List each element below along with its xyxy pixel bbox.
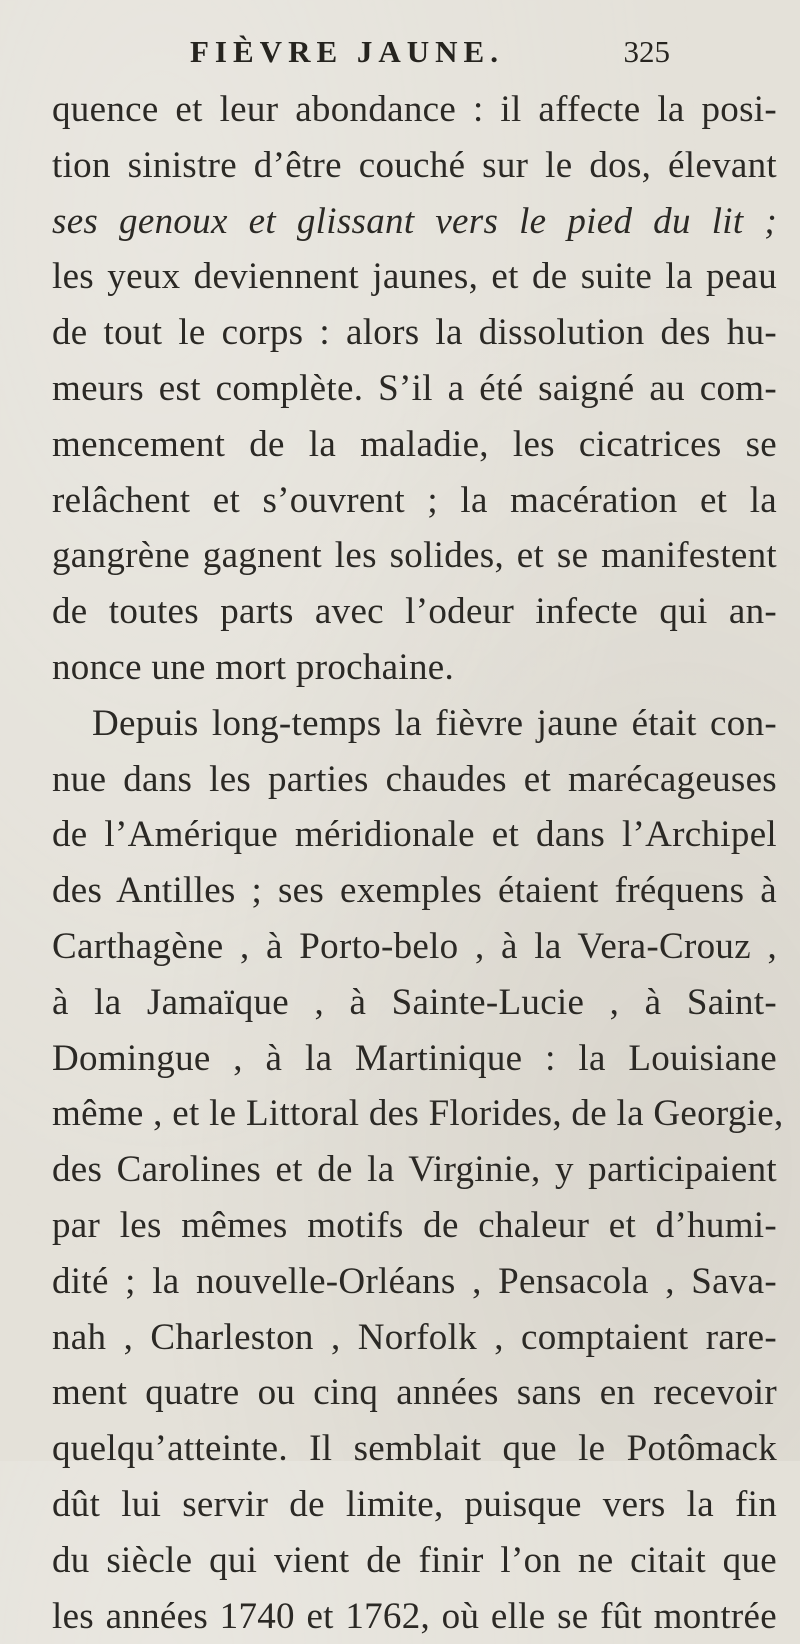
text-line: quence et leur abondance : il affecte la posi- (52, 89, 777, 130)
text-line: par les mêmes motifs de chaleur et d’humi- (52, 1204, 777, 1246)
text-line: des Carolines et de la Virginie, y participaient (52, 1149, 777, 1191)
text-line: Carthagène , à Porto-belo , à la Vera-Crouz , (52, 925, 777, 967)
text-line: nonce une mort prochaine. (52, 646, 455, 688)
text-line: du siècle qui vient de finir l’on ne citait que (52, 1539, 777, 1581)
text-line: tion sinistre d’être couché sur le dos, élevant (52, 144, 777, 186)
text-line: ment quatre ou cinq années sans en recevoir (52, 1372, 777, 1414)
text-line: de l’Amérique méridionale et dans l’Archipel (52, 814, 777, 856)
text-line: de toutes parts avec l’odeur infecte qui an- (52, 591, 777, 633)
text-line: quelqu’atteinte. Il semblait que le Potômack (52, 1428, 777, 1470)
text-line: Domingue , à la Martinique : la Louisiane (52, 1037, 777, 1079)
text-line: dité ; la nouvelle-Orléans , Pensacola , Sava- (52, 1260, 777, 1302)
text-line: dût lui servir de limite, puisque vers la fin (52, 1483, 777, 1525)
text-line: les yeux deviennent jaunes, et de suite la peau (52, 256, 777, 298)
text-line: les années 1740 et 1762, où elle se fût montrée (52, 1595, 777, 1637)
text-line: meurs est complète. S’il a été saigné au com- (52, 367, 777, 409)
text-line: des Antilles ; ses exemples étaient fréquens à (52, 870, 777, 912)
running-title: FIÈVRE JAUNE. (190, 34, 504, 69)
text-line: nah , Charleston , Norfolk , comptaient rare- (52, 1316, 777, 1358)
text-line: même , et le Littoral des Florides, de la Georgie, (52, 1093, 784, 1135)
text-line: de tout le corps : alors la dissolution des hu- (52, 312, 777, 354)
text-line: nue dans les parties chaudes et marécageuses (52, 758, 777, 800)
text-line: ses genoux et glissant vers le pied du lit ; (52, 200, 777, 242)
text-line: à la Jamaïque , à Sainte-Lucie , à Saint- (52, 981, 777, 1023)
page-number: 325 (623, 34, 670, 69)
running-head (190, 34, 670, 78)
text-line: mencement de la maladie, les cicatrices se (52, 423, 777, 465)
text-line: gangrène gagnent les solides, et se manifestent (52, 535, 777, 577)
text-line: Depuis long-temps la fièvre jaune était con- (92, 702, 777, 744)
text-line: relâchent et s’ouvrent ; la macération et la (52, 479, 777, 521)
body-text (52, 82, 784, 1644)
